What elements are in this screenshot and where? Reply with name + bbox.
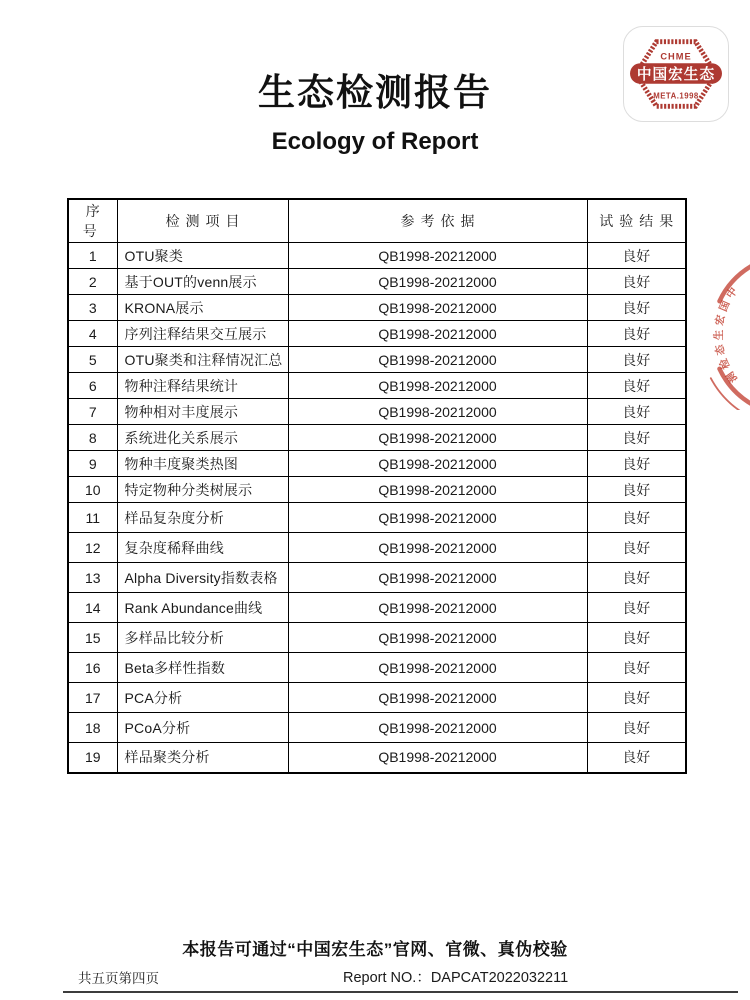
table-row — [68, 399, 686, 425]
footer-divider — [63, 991, 738, 993]
stamp-character: 中 — [724, 285, 741, 301]
reference-cell: QB1998-20212000 — [288, 399, 587, 425]
page-subtitle: Ecology of Report — [271, 128, 479, 155]
table-row — [68, 713, 686, 743]
row-number-cell: 8 — [68, 425, 117, 451]
stamp-text-arc — [712, 284, 740, 385]
table-header-row — [68, 199, 686, 243]
table-row — [68, 563, 686, 593]
logo-chme-label: CHME — [660, 51, 692, 62]
test-item-cell: 物种注释结果统计 — [117, 373, 288, 399]
reference-cell: QB1998-20212000 — [288, 269, 587, 295]
reference-cell: QB1998-20212000 — [288, 347, 587, 373]
report-number: Report NO.：DAPCAT2022032211 — [343, 970, 569, 986]
reference-cell: QB1998-20212000 — [288, 425, 587, 451]
result-cell: 良好 — [587, 399, 686, 425]
result-cell: 良好 — [587, 269, 686, 295]
test-item-cell: PCoA分析 — [117, 713, 288, 743]
header-cell-reference: 参考依据 — [288, 199, 587, 243]
table-row — [68, 269, 686, 295]
page-number: 共五页第四页 — [78, 971, 159, 986]
table-row — [68, 683, 686, 713]
result-cell: 良好 — [587, 451, 686, 477]
test-item-cell: 序列注释结果交互展示 — [117, 321, 288, 347]
table-row — [68, 347, 686, 373]
row-number-cell: 9 — [68, 451, 117, 477]
table-row — [68, 503, 686, 533]
reference-cell: QB1998-20212000 — [288, 503, 587, 533]
test-item-cell: OTU聚类 — [117, 243, 288, 269]
table-row — [68, 373, 686, 399]
reference-cell: QB1998-20212000 — [288, 743, 587, 773]
result-cell: 良好 — [587, 347, 686, 373]
stamp-character: 生 — [713, 329, 725, 341]
table-body — [68, 243, 686, 773]
report-table — [67, 198, 687, 774]
row-number-cell: 4 — [68, 321, 117, 347]
result-cell: 良好 — [587, 713, 686, 743]
test-item-cell: 多样品比较分析 — [117, 623, 288, 653]
table-row — [68, 321, 686, 347]
row-number-cell: 19 — [68, 743, 117, 773]
row-number-cell: 6 — [68, 373, 117, 399]
test-item-cell: 物种丰度聚类热图 — [117, 451, 288, 477]
result-cell: 良好 — [587, 593, 686, 623]
stamp-character: 宏 — [713, 313, 728, 327]
brand-logo-icon — [627, 29, 725, 119]
header-cell-result: 试验结果 — [587, 199, 686, 243]
result-cell: 良好 — [587, 653, 686, 683]
table-row — [68, 295, 686, 321]
table-row — [68, 623, 686, 653]
result-cell: 良好 — [587, 321, 686, 347]
reference-cell: QB1998-20212000 — [288, 295, 587, 321]
row-number-cell: 5 — [68, 347, 117, 373]
test-item-cell: 系统进化关系展示 — [117, 425, 288, 451]
reference-cell: QB1998-20212000 — [288, 243, 587, 269]
reference-cell: QB1998-20212000 — [288, 321, 587, 347]
row-number-cell: 18 — [68, 713, 117, 743]
result-cell: 良好 — [587, 503, 686, 533]
table-row — [68, 743, 686, 773]
table-row — [68, 477, 686, 503]
table-row — [68, 533, 686, 563]
reference-cell: QB1998-20212000 — [288, 683, 587, 713]
row-number-cell: 10 — [68, 477, 117, 503]
brand-logo — [623, 26, 729, 122]
row-number-cell: 1 — [68, 243, 117, 269]
row-number-cell: 13 — [68, 563, 117, 593]
result-cell: 良好 — [587, 683, 686, 713]
reference-cell: QB1998-20212000 — [288, 477, 587, 503]
result-cell: 良好 — [587, 623, 686, 653]
logo-name-label: 中国宏生态 — [636, 66, 716, 83]
logo-meta-label: META.1998 — [653, 91, 699, 101]
result-cell: 良好 — [587, 373, 686, 399]
stamp-character: 国 — [717, 299, 733, 314]
page-title: 生态检测报告 — [258, 72, 492, 113]
row-number-cell: 16 — [68, 653, 117, 683]
test-item-cell: Beta多样性指数 — [117, 653, 288, 683]
table-row — [68, 243, 686, 269]
result-cell: 良好 — [587, 243, 686, 269]
result-cell: 良好 — [587, 295, 686, 321]
reference-cell: QB1998-20212000 — [288, 533, 587, 563]
row-number-cell: 11 — [68, 503, 117, 533]
reference-cell: QB1998-20212000 — [288, 451, 587, 477]
reference-cell: QB1998-20212000 — [288, 623, 587, 653]
test-item-cell: 物种相对丰度展示 — [117, 399, 288, 425]
verification-stamp — [695, 260, 750, 410]
test-item-cell: 样品复杂度分析 — [117, 503, 288, 533]
result-cell: 良好 — [587, 533, 686, 563]
row-number-cell: 3 — [68, 295, 117, 321]
test-item-cell: PCA分析 — [117, 683, 288, 713]
row-number-cell: 2 — [68, 269, 117, 295]
reference-cell: QB1998-20212000 — [288, 563, 587, 593]
row-number-cell: 14 — [68, 593, 117, 623]
row-number-cell: 12 — [68, 533, 117, 563]
reference-cell: QB1998-20212000 — [288, 713, 587, 743]
reference-cell: QB1998-20212000 — [288, 593, 587, 623]
test-item-cell: Alpha Diversity指数表格 — [117, 563, 288, 593]
reference-cell: QB1998-20212000 — [288, 653, 587, 683]
footer-verify-text: 本报告可通过“中国宏生态”官网、官微、真伪校验 — [182, 940, 568, 959]
table-row — [68, 653, 686, 683]
table-row — [68, 425, 686, 451]
result-cell: 良好 — [587, 563, 686, 593]
stamp-character: 检 — [717, 356, 733, 371]
stamp-character: 态 — [713, 343, 728, 357]
test-item-cell: KRONA展示 — [117, 295, 288, 321]
result-cell: 良好 — [587, 425, 686, 451]
test-item-cell: Rank Abundance曲线 — [117, 593, 288, 623]
test-item-cell: OTU聚类和注释情况汇总 — [117, 347, 288, 373]
table-row — [68, 593, 686, 623]
header-cell-no: 序号 — [68, 199, 117, 243]
test-item-cell: 样品聚类分析 — [117, 743, 288, 773]
result-cell: 良好 — [587, 743, 686, 773]
test-item-cell: 复杂度稀释曲线 — [117, 533, 288, 563]
stamp-character: 测 — [724, 369, 741, 385]
row-number-cell: 17 — [68, 683, 117, 713]
reference-cell: QB1998-20212000 — [288, 373, 587, 399]
test-item-cell: 基于OUT的venn展示 — [117, 269, 288, 295]
header-cell-item: 检测项目 — [117, 199, 288, 243]
test-item-cell: 特定物种分类树展示 — [117, 477, 288, 503]
row-number-cell: 15 — [68, 623, 117, 653]
row-number-cell: 7 — [68, 399, 117, 425]
table-row — [68, 451, 686, 477]
result-cell: 良好 — [587, 477, 686, 503]
